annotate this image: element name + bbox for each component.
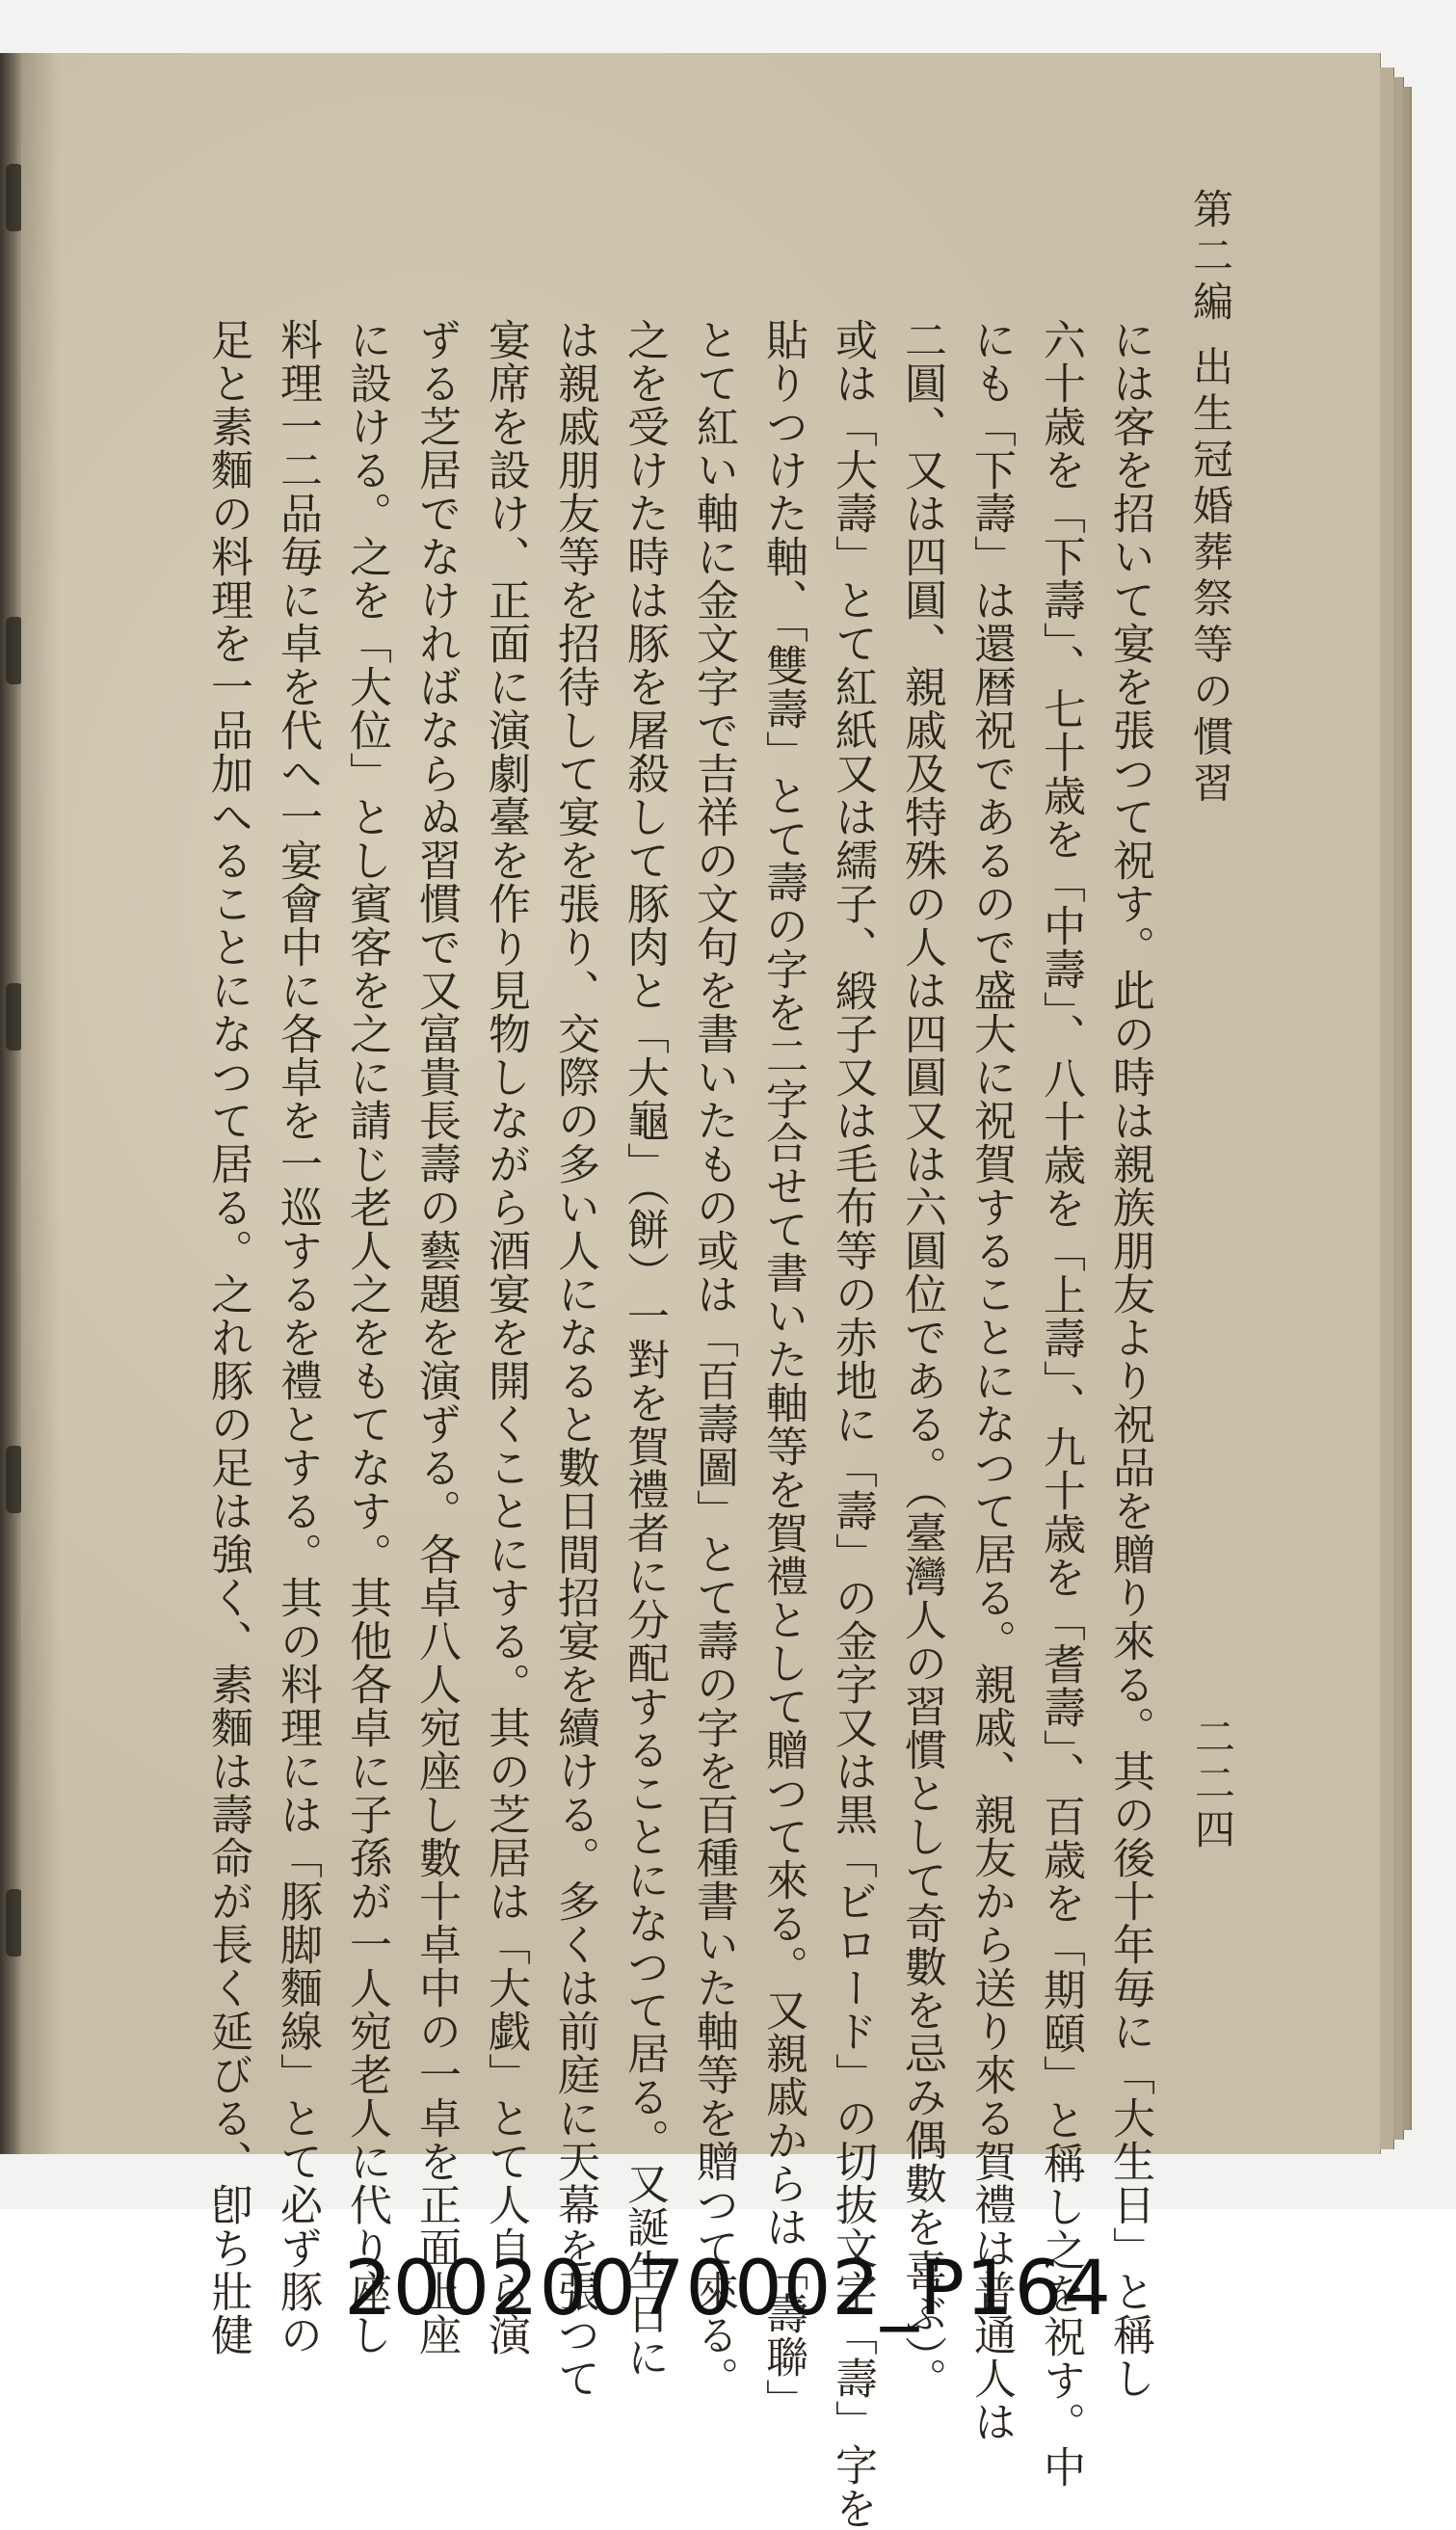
text-column: 或は「大壽」とて紅紙又は繻子、緞子又は毛布等の赤地に「壽」の金字又は黒「ビロード」の切抜文字「壽」字を: [828, 318, 877, 2530]
text-column: 二圓、又は四圓、親戚及特殊の人は四圓又は六圓位である。（臺灣人の習慣として奇數を忌み偶數を喜ぶ）。: [897, 318, 946, 2401]
text-column: 足と素麵の料理を一品加へることになつて居る。之れ豚の足は強く、素麵は壽命が長く延びる、卽ち壯健: [203, 318, 252, 2357]
text-column: ずる芝居でなければならぬ習慣で又富貴長壽の藝題を演ずる。各卓八人宛座し數十卓中の一卓を正面上座: [411, 318, 461, 2357]
image-caption: 20020070002_P164: [344, 2246, 1112, 2332]
text-column: 貼りつけた軸、「雙壽」とて壽の字を二字合せて書いた軸等を賀禮として贈つて來る。又親戚からは「壽聯」: [758, 318, 807, 2422]
page-number: 二二四: [1189, 1716, 1236, 1854]
text-column: とて紅い軸に金文字で吉祥の文句を書いたもの或は「百壽圖」とて壽の字を百種書いた軸等を贈つて來る。: [689, 318, 738, 2400]
page-stack-edge: [1403, 87, 1412, 2130]
left-page-edge: [0, 53, 21, 2154]
text-column: に設ける。之を「大位」とし賓客を之に請じ老人之をもてなす。其他各卓に子孫が一人宛老人に代り座し: [342, 318, 391, 2357]
text-column: 宴席を設け、正面に演劇臺を作り見物しながら酒宴を開くことにする。其の芝居は「大戯」とて人自ら演: [481, 318, 530, 2357]
text-column: 之を受けた時は豚を屠殺して豚肉と「大龜」（餅）一對を賀禮者に分配することになつて居る。又誕生日に: [620, 318, 669, 2379]
page-stack-edge: [1380, 67, 1394, 2149]
text-column: には客を招いて宴を張つて祝す。此の時は親族朋友より祝品を贈り來る。其の後十年毎に「大生日」と稱し: [1105, 318, 1154, 2400]
text-column: にも「下壽」は還暦祝であるので盛大に祝賀することになつて居る。親戚、親友から送り來る賀禮は普通人は: [966, 318, 1016, 2443]
text-column: 六十歳を「下壽」、七十歳を「中壽」、八十歳を「上壽」、九十歳を「耆壽」、百歳を「期頤」と稱し之を祝す。中: [1036, 318, 1085, 2489]
text-column: 料理一二品毎に卓を代へ一宴會中に各卓を一巡するを禮とする。其の料理には「豚脚麵線」とて必ず豚の: [273, 318, 322, 2357]
text-column: は親戚朋友等を招待して宴を張り、交際の多い人になると數日間招宴を續ける。多くは前庭に天幕を張つて: [550, 318, 599, 2400]
running-header: 第二編 出生冠婚葬祭等の慣習: [1187, 188, 1234, 809]
